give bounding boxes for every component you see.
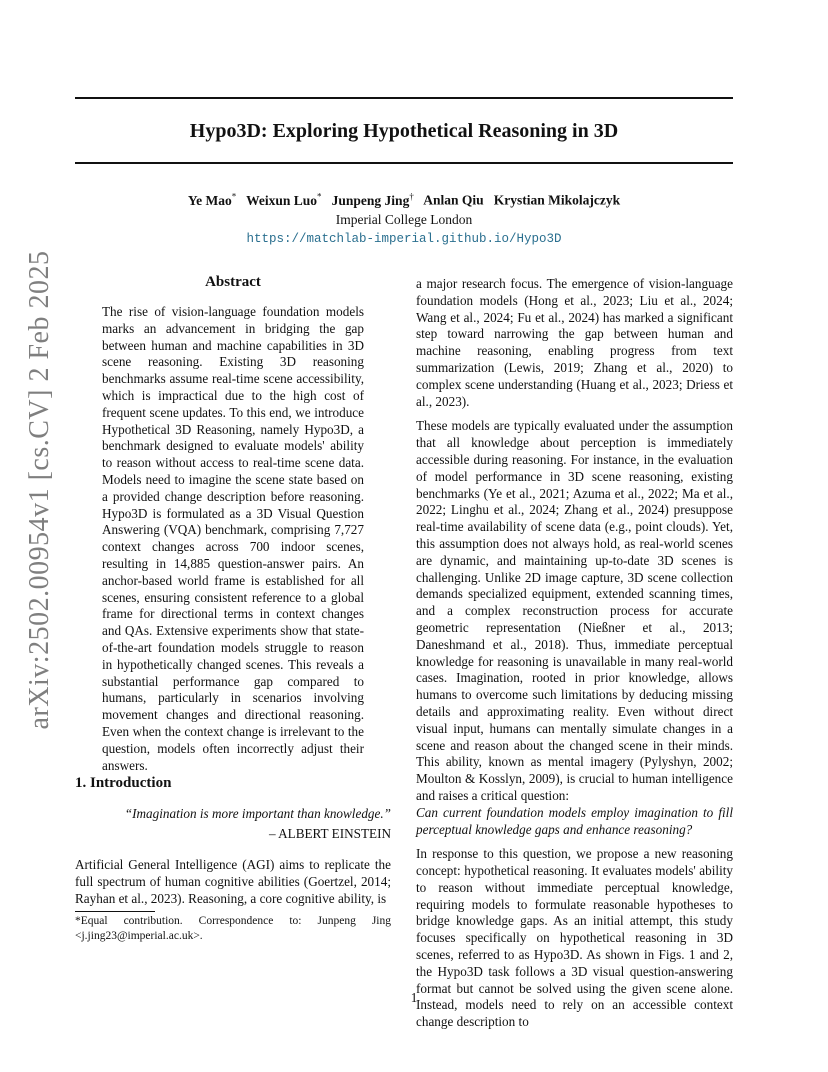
footnote-rule — [75, 911, 155, 912]
title-bottom-rule — [75, 162, 733, 164]
epigraph-quote: “Imagination is more important than knowledge.” — [124, 806, 391, 821]
body-paragraph: a major research focus. The emergence of vision-language foundation models (Hong et al., 2023; Liu et al., 2024; Wang et al., 2024; Fu et al., 2024) has marked a significant step toward narrowing the gap between human and machine reasoning, enabling progress from text summarization (Lewis, 2019; Zhang et al., 2020) to complex scene understanding (Huang et al., 2023; Driess et al., 2023). — [416, 276, 733, 409]
abstract-text: The rise of vision-language foundation models marks an advancement in bridging the gap between human and machine capabilities in 3D scene reasoning. Existing 3D reasoning benchmarks assume real-time scene accessibility, which is impractical due to the high cost of frequent scene updates. To this end, we introduce Hypothetical 3D Reasoning, namely Hypo3D, a benchmark designed to evaluate models' ability to reason without access to real-time scene data. Models need to imagine the scene state based on a provided change description before reasoning. Hypo3D is formulated as a 3D Visual Question Answering (VQA) benchmark, comprising 7,727 context changes across 700 indoor scenes, resulting in 14,885 question-answer pairs. An anchor-based world frame is established for all scenes, ensuring consistent reference to a global frame for directional terms in context changes and QAs. Extensive experiments show that state-of-the-art foundation models struggle to reason in hypothetically changed scenes. This reveals a substantial performance gap compared to humans, particularly in scenarios involving movement changes and directional reasoning. Even when the context change is irrelevant to the question, models often incorrectly adjust their answers. — [102, 304, 364, 773]
page-number: 1 — [410, 990, 418, 1005]
intro-paragraph: Artificial General Intelligence (AGI) aims to replicate the full spectrum of human cognitive abilities (Goertzel, 2014; Rayhan et al., 2023). Reasoning, a core cognitive ability, is — [75, 857, 391, 906]
author: Anlan Qiu — [423, 192, 484, 208]
author: Weixun Luo* — [246, 191, 322, 208]
footnote: *Equal contribution. Correspondence to: Junpeng Jing <j.jing23@imperial.ac.uk>. — [75, 915, 391, 942]
abstract-heading: Abstract — [205, 274, 261, 290]
research-question: Can current foundation models employ imagination to fill perceptual knowledge gaps and enhance reasoning? — [416, 804, 733, 837]
epigraph — [75, 804, 391, 844]
body-paragraph: These models are typically evaluated under the assumption that all knowledge about perception is immediately accessible during reasoning. For instance, in the evaluation of model performance in 3D scene reasoning, existing benchmarks (Ye et al., 2021; Azuma et al., 2022; Ma et al., 2022; Linghu et al., 2024; Zhang et al., 2024) presuppose real-time availability of scene data (e.g., point clouds). Yet, this assumption does not always hold, as real-world scenes are dynamic, and maintaining up-to-date 3D scenes is challenging. Unlike 2D image capture, 3D scene collection demands specialized equipment, extended scanning times, and a complex reconstruction process for accurate geometric representation (Nießner et al., 2013; Daneshmand et al., 2018). Thus, immediate perceptual knowledge for reasoning is unavailable in many real-world cases. Imagination, rooted in prior knowledge, allows humans to overcome such limitations by deducing missing details and approximating reality. Even without direct visual input, humans can mentally simulate changes in a scene and reason about the changed scene in their minds. This ability, known as mental imagery (Pylyshyn, 2002; Moulton & Kosslyn, 2009), is crucial to human intelligence and raises a critical question: — [416, 418, 733, 803]
body-paragraph: In response to this question, we propose a new reasoning concept: hypothetical reasoning. It evaluates models' ability to reason without immediate perceptual knowledge, requiring models to formulate reasonable hypotheses to bridge knowledge gaps. As an initial attempt, this study focuses specifically on hypothetical reasoning in 3D scenes, referred to as Hypo3D. As shown in Figs. 1 and 2, the Hypo3D task follows a 3D visual question-answering format but cannot be solved using the given scene alone. Instead, models need to rely on an accessible context change description to — [416, 846, 733, 1030]
project-url-link[interactable]: https://matchlab-imperial.github.io/Hypo3D — [246, 232, 562, 246]
arxiv-side-stamp: arXiv:2502.00954v1 [cs.CV] 2 Feb 2025 — [24, 250, 55, 730]
author: Junpeng Jing† — [331, 191, 414, 208]
affiliation: Imperial College London — [335, 212, 473, 227]
author: Krystian Mikolajczyk — [493, 192, 621, 208]
title-top-rule — [75, 97, 733, 99]
paper-title: Hypo3D: Exploring Hypothetical Reasoning in 3D — [189, 120, 619, 142]
author: Ye Mao* — [187, 191, 237, 208]
right-column — [416, 276, 733, 1039]
epigraph-author: – ALBERT EINSTEIN — [268, 826, 391, 841]
author-list — [75, 191, 733, 209]
section-heading-introduction: 1. Introduction — [75, 775, 172, 791]
